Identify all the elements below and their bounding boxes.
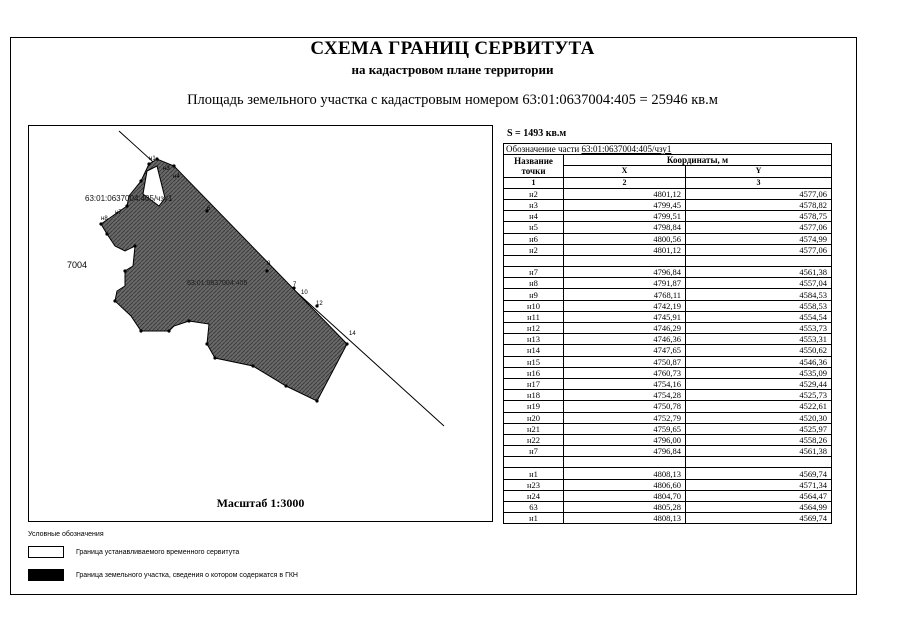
- cell-name: [504, 255, 564, 266]
- cell-y: 4569,74: [686, 468, 832, 479]
- table-row: [504, 423, 832, 434]
- cell-name: н17: [504, 378, 564, 389]
- cell-x: 4796,00: [564, 434, 686, 445]
- cell-x: 4760,73: [564, 367, 686, 378]
- cell-y: 4558,53: [686, 300, 832, 311]
- cell-x: 4754,16: [564, 378, 686, 389]
- cell-name: н22: [504, 434, 564, 445]
- cell-name: н2: [504, 188, 564, 199]
- table-row: [504, 255, 832, 266]
- cell-x: 4768,11: [564, 289, 686, 300]
- table-row: [504, 233, 832, 244]
- table-row: [504, 434, 832, 445]
- point-label: 8: [267, 261, 271, 267]
- cell-y: 4564,99: [686, 502, 832, 513]
- cell-y: 4564,47: [686, 490, 832, 501]
- part-designation: Обозначение части 63:01:0637004:405/чзу1: [504, 144, 832, 155]
- cell-y: 4574,99: [686, 233, 832, 244]
- col-name-header: Название точки: [504, 155, 564, 177]
- cell-x: 4808,13: [564, 468, 686, 479]
- table-row: [504, 289, 832, 300]
- cell-x: 4798,84: [564, 222, 686, 233]
- table-row: [504, 378, 832, 389]
- cell-x: 4805,28: [564, 502, 686, 513]
- point-label: 10: [301, 290, 308, 296]
- easement-area: S = 1493 кв.м: [507, 128, 567, 139]
- cell-y: 4525,73: [686, 390, 832, 401]
- cell-x: 4754,28: [564, 390, 686, 401]
- cell-y: 4546,36: [686, 356, 832, 367]
- point-label: н3: [163, 166, 170, 172]
- legend-swatch-white: [28, 546, 64, 558]
- cell-name: [504, 457, 564, 468]
- table-row: [504, 222, 832, 233]
- col-num-2: 2: [564, 177, 686, 188]
- cell-name: н21: [504, 423, 564, 434]
- table-row: [504, 457, 832, 468]
- cell-y: 4522,61: [686, 401, 832, 412]
- cell-y: 4553,73: [686, 323, 832, 334]
- cell-y: 4561,38: [686, 267, 832, 278]
- cell-x: 4742,19: [564, 300, 686, 311]
- cell-name: н3: [504, 199, 564, 210]
- cell-y: 4558,26: [686, 434, 832, 445]
- cell-name: н19: [504, 401, 564, 412]
- legend-item: [28, 569, 298, 581]
- table-row: [504, 199, 832, 210]
- point-label: н4: [173, 174, 180, 180]
- cell-y: 4584,53: [686, 289, 832, 300]
- cell-name: н12: [504, 323, 564, 334]
- cell-name: н18: [504, 390, 564, 401]
- cell-name: н9: [504, 289, 564, 300]
- part-row: [504, 144, 832, 155]
- cell-x: 4747,65: [564, 345, 686, 356]
- easement-label: 63:01:0637004:405/чзу1: [85, 194, 173, 203]
- cell-name: н6: [504, 233, 564, 244]
- cell-name: н20: [504, 412, 564, 423]
- cell-y: [686, 255, 832, 266]
- cell-y: 4520,30: [686, 412, 832, 423]
- point-label: н1: [149, 156, 156, 162]
- header-num-row: [504, 177, 832, 188]
- cell-x: 4750,87: [564, 356, 686, 367]
- area-statement: Площадь земельного участка с кадастровым номером 63:01:0637004:405 = 25946 кв.м: [187, 92, 718, 108]
- cell-y: 4525,97: [686, 423, 832, 434]
- table-row: [504, 490, 832, 501]
- cell-y: 4577,06: [686, 244, 832, 255]
- cell-x: 4800,56: [564, 233, 686, 244]
- point-label: 7: [293, 282, 297, 288]
- cell-x: 4796,84: [564, 267, 686, 278]
- cell-x: 4808,13: [564, 513, 686, 524]
- table-row: [504, 502, 832, 513]
- cell-y: 4578,75: [686, 211, 832, 222]
- cell-y: 4561,38: [686, 446, 832, 457]
- cell-x: 4801,12: [564, 244, 686, 255]
- table-row: [504, 356, 832, 367]
- table-row: [504, 267, 832, 278]
- cell-name: н2: [504, 244, 564, 255]
- legend-item: [28, 546, 239, 558]
- cell-name: н24: [504, 490, 564, 501]
- cell-name: н4: [504, 211, 564, 222]
- cell-name: н23: [504, 479, 564, 490]
- header-row: [504, 155, 832, 166]
- table-row: [504, 446, 832, 457]
- cell-y: 4553,31: [686, 334, 832, 345]
- table-row: [504, 412, 832, 423]
- cell-name: н11: [504, 311, 564, 322]
- table-row: [504, 401, 832, 412]
- cell-name: н16: [504, 367, 564, 378]
- col-x-header: X: [564, 166, 686, 177]
- cell-name: н13: [504, 334, 564, 345]
- point-label: 12: [316, 301, 323, 307]
- table-row: [504, 367, 832, 378]
- table-row: [504, 211, 832, 222]
- point-label: 6: [207, 206, 211, 212]
- table-row: [504, 244, 832, 255]
- parcel-label: 63:01:0637004:405: [187, 280, 248, 287]
- cell-x: 4799,45: [564, 199, 686, 210]
- legend-text: Граница земельного участка, сведения о котором содержатся в ГКН: [76, 571, 298, 579]
- cell-y: 4557,04: [686, 278, 832, 289]
- cell-x: 4746,29: [564, 323, 686, 334]
- table-row: [504, 479, 832, 490]
- cell-x: 4746,36: [564, 334, 686, 345]
- cell-y: 4577,06: [686, 188, 832, 199]
- cell-name: 63: [504, 502, 564, 513]
- cell-x: 4750,78: [564, 401, 686, 412]
- page-subtitle: на кадастровом плане территории: [351, 62, 554, 77]
- table-row: [504, 300, 832, 311]
- table-row: [504, 390, 832, 401]
- cell-y: 4577,06: [686, 222, 832, 233]
- cell-y: 4571,34: [686, 479, 832, 490]
- map-scale: Масштаб 1:3000: [216, 496, 305, 510]
- cell-x: 4804,70: [564, 490, 686, 501]
- cell-y: 4569,74: [686, 513, 832, 524]
- cell-x: 4745,91: [564, 311, 686, 322]
- cell-x: 4806,60: [564, 479, 686, 490]
- point-label: 14: [349, 331, 356, 337]
- cell-x: 4791,87: [564, 278, 686, 289]
- legend-text: Граница устанавливаемого временного сервитута: [76, 548, 240, 556]
- cell-x: 4796,84: [564, 446, 686, 457]
- cell-y: [686, 457, 832, 468]
- cell-y: 4529,44: [686, 378, 832, 389]
- table-row: [504, 311, 832, 322]
- table-row: [504, 334, 832, 345]
- col-coords-header: Координаты, м: [564, 155, 832, 166]
- table-row: [504, 468, 832, 479]
- cell-y: 4550,62: [686, 345, 832, 356]
- cell-name: н5: [504, 222, 564, 233]
- cell-x: [564, 457, 686, 468]
- table-row: [504, 345, 832, 356]
- block-label: 7004: [67, 260, 88, 270]
- cadastral-map: [28, 125, 493, 522]
- legend-swatch-black: [28, 569, 64, 581]
- cell-name: н8: [504, 278, 564, 289]
- cell-name: н15: [504, 356, 564, 367]
- cell-name: н7: [504, 446, 564, 457]
- col-num-3: 3: [686, 177, 832, 188]
- cell-y: 4535,09: [686, 367, 832, 378]
- col-num-1: 1: [504, 177, 564, 188]
- map-drawing: [29, 126, 493, 522]
- cell-x: 4759,65: [564, 423, 686, 434]
- coordinates-table: [503, 143, 832, 524]
- cell-y: 4554,54: [686, 311, 832, 322]
- cell-y: 4578,82: [686, 199, 832, 210]
- legend-title: Условные обозначения: [28, 531, 104, 538]
- cell-name: н10: [504, 300, 564, 311]
- col-y-header: Y: [686, 166, 832, 177]
- cell-x: 4799,51: [564, 211, 686, 222]
- cell-name: н7: [504, 267, 564, 278]
- table-row: [504, 323, 832, 334]
- cell-x: 4752,79: [564, 412, 686, 423]
- page-title: СХЕМА ГРАНИЦ СЕРВИТУТА: [310, 38, 595, 59]
- point-label: н8: [101, 216, 108, 222]
- table-row: [504, 513, 832, 524]
- cell-x: 4801,12: [564, 188, 686, 199]
- table-row: [504, 278, 832, 289]
- point-label: н7: [115, 210, 122, 216]
- cell-name: н14: [504, 345, 564, 356]
- table-row: [504, 188, 832, 199]
- cell-name: н1: [504, 468, 564, 479]
- cell-name: н1: [504, 513, 564, 524]
- cell-x: [564, 255, 686, 266]
